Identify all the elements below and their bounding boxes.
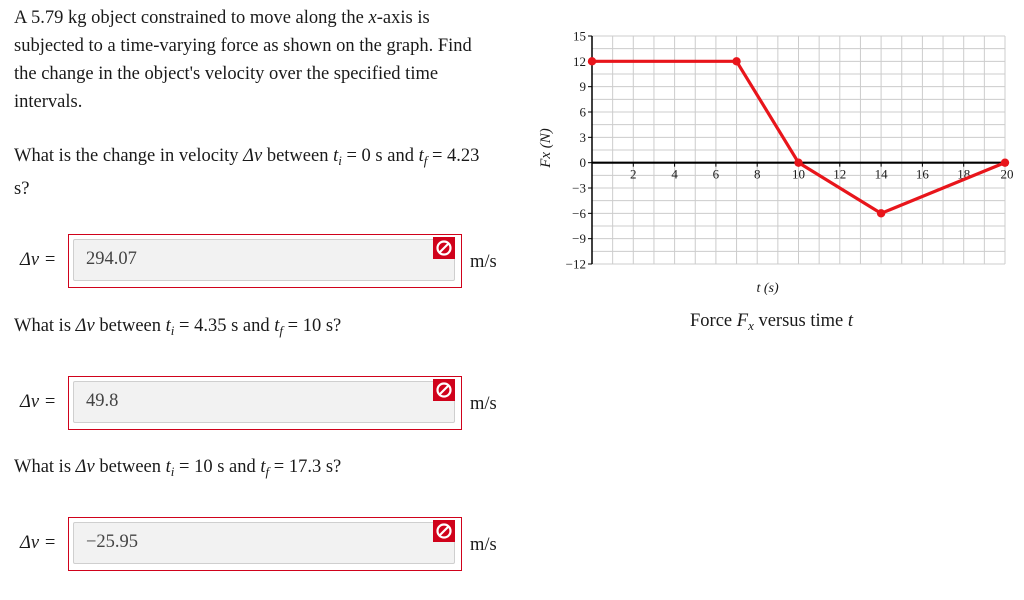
- x-tick-label: 20: [1000, 166, 1014, 182]
- caption-force-subscript: x: [748, 318, 754, 333]
- answer-input[interactable]: [73, 239, 455, 281]
- caption-text-a: Force: [690, 311, 737, 331]
- axis-variable: x: [368, 8, 377, 28]
- data-point: [794, 158, 802, 166]
- question-mid: between: [262, 146, 334, 166]
- answer-box: [68, 234, 462, 288]
- tf-label: t: [418, 146, 424, 166]
- tf-subscript: f: [265, 464, 270, 479]
- caption-text-b: versus time: [753, 311, 848, 331]
- question-3: [14, 453, 484, 486]
- ti-subscript: i: [170, 464, 175, 479]
- no-entry-icon: [433, 520, 455, 542]
- tf-value: = 17.3 s?: [269, 457, 342, 477]
- tf-subscript: f: [279, 323, 284, 338]
- chart-svg: [530, 20, 1024, 310]
- data-point: [877, 209, 885, 217]
- answer-input[interactable]: [73, 522, 455, 564]
- x-tick-label: 12: [833, 166, 847, 182]
- caption-force-symbol: F: [736, 311, 749, 331]
- answer-box: [68, 376, 462, 430]
- answer-row-3: [20, 517, 510, 573]
- tf-label: t: [260, 457, 266, 477]
- delta-v-symbol: Δv: [243, 146, 263, 166]
- problem-statement: [14, 4, 484, 116]
- y-tick-label: −3: [572, 180, 586, 196]
- data-point: [588, 57, 596, 65]
- question-mid: between: [94, 457, 166, 477]
- answer-unit: m/s: [470, 535, 497, 555]
- y-tick-label: 6: [579, 104, 586, 120]
- answer-label: Δv =: [20, 392, 57, 412]
- data-point: [732, 57, 740, 65]
- y-tick-label: 0: [579, 155, 586, 171]
- delta-v-symbol: Δv: [75, 457, 95, 477]
- question-prefix: What is: [14, 316, 76, 336]
- no-entry-icon: [433, 379, 455, 401]
- caption-time-symbol: t: [847, 311, 854, 331]
- force-time-chart: [530, 20, 1024, 340]
- tf-value: = 10 s?: [283, 316, 342, 336]
- ti-label: t: [333, 146, 339, 166]
- tf-label: t: [274, 316, 280, 336]
- answer-label: Δv =: [20, 250, 57, 270]
- answer-value: −25.95: [86, 532, 139, 552]
- question-prefix: What is: [14, 457, 76, 477]
- question-prefix: What is the change in velocity: [14, 146, 244, 166]
- answer-row-1: [20, 234, 510, 290]
- x-tick-label: 6: [712, 166, 720, 182]
- ti-subscript: i: [170, 323, 175, 338]
- data-point: [1001, 158, 1009, 166]
- problem-text-b: object constrained to move along the: [86, 8, 369, 28]
- answer-value: 294.07: [86, 249, 137, 269]
- answer-box: [68, 517, 462, 571]
- ti-label: t: [165, 457, 171, 477]
- delta-v-symbol: Δv: [75, 316, 95, 336]
- x-tick-label: 2: [630, 166, 637, 182]
- y-tick-label: 3: [579, 129, 586, 145]
- ti-value: = 4.35 s and: [174, 316, 275, 336]
- tf-value: = 4.23 s?: [14, 146, 480, 199]
- x-axis-title: t (s): [756, 281, 779, 296]
- chart-caption: [690, 311, 853, 334]
- x-tick-label: 4: [671, 166, 678, 182]
- ti-value: = 0 s and: [341, 146, 419, 166]
- x-tick-label: 10: [792, 166, 805, 182]
- x-tick-label: 18: [957, 166, 971, 182]
- y-tick-label: 15: [573, 28, 586, 44]
- y-tick-label: 12: [573, 53, 586, 69]
- ti-value: = 10 s and: [174, 457, 261, 477]
- y-axis-title: Fx (N): [538, 128, 554, 168]
- ti-subscript: i: [338, 153, 342, 168]
- y-tick-label: 9: [579, 79, 586, 95]
- y-tick-label: −6: [572, 205, 586, 221]
- x-tick-label: 16: [915, 166, 929, 182]
- answer-unit: m/s: [470, 394, 497, 414]
- answer-value: 49.8: [86, 391, 119, 411]
- question-mid: between: [94, 316, 166, 336]
- answer-row-2: [20, 376, 510, 432]
- answer-unit: m/s: [470, 252, 497, 272]
- ti-label: t: [165, 316, 171, 336]
- problem-text-a: A 5.79: [14, 8, 68, 28]
- x-tick-label: 8: [753, 166, 761, 182]
- no-entry-icon: [433, 237, 455, 259]
- answer-input[interactable]: [73, 381, 455, 423]
- question-1: [14, 142, 484, 203]
- y-tick-label: −12: [565, 256, 586, 272]
- question-2: [14, 312, 484, 345]
- y-tick-label: −9: [572, 231, 586, 247]
- mass-unit: kg: [67, 8, 87, 28]
- tf-subscript: f: [423, 153, 428, 168]
- problem-text-c: -axis is subjected to a time-varying force as shown on the graph. Find the change in the object's velocity over the specified time intervals.: [14, 8, 472, 112]
- answer-label: Δv =: [20, 533, 57, 553]
- x-tick-label: 14: [874, 166, 888, 182]
